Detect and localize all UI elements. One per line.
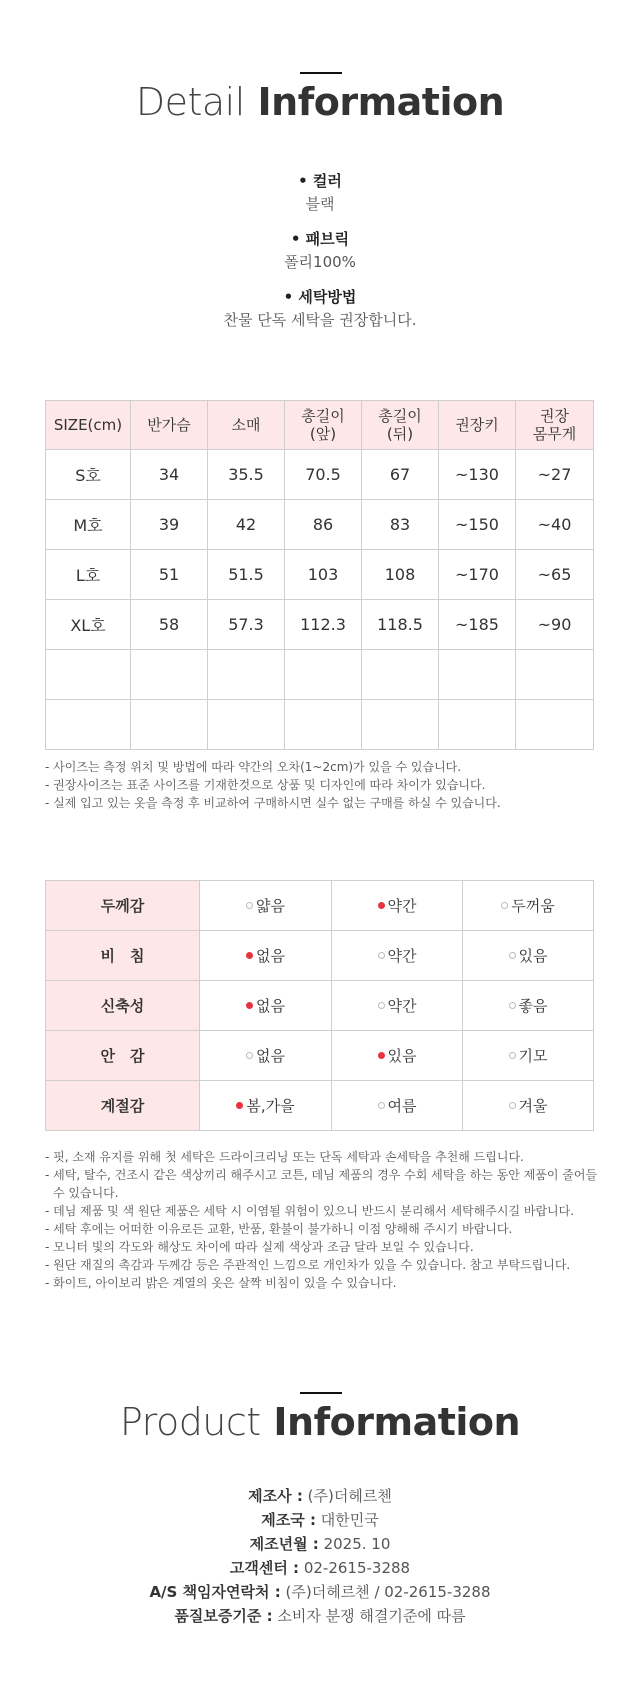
info-value: (주)더헤르첸 / 02-2615-3288 [285, 1583, 491, 1601]
detail-information-title [0, 80, 640, 124]
table-cell: 86 [285, 500, 362, 550]
radio-dot-icon [378, 1002, 385, 1009]
section-divider [300, 72, 342, 74]
feel-option [463, 931, 594, 981]
detail-value: 폴리100% [284, 253, 356, 271]
feel-option [332, 1031, 463, 1081]
option-text: 여름 [387, 1097, 417, 1115]
radio-dot-icon [509, 952, 516, 959]
table-cell [285, 650, 362, 700]
table-cell: 83 [362, 500, 439, 550]
option-text: 기모 [518, 1047, 548, 1065]
care-note: - 세탁, 탈수, 건조시 같은 색상끼리 해주시고 코튼, 데님 제품의 경우 수회 세탁을 하는 동안 제품이 줄어들 수 있습니다. [45, 1168, 598, 1200]
radio-dot-icon [236, 1102, 243, 1109]
info-key: 제조사 : [248, 1487, 303, 1505]
table-cell: ~130 [439, 450, 516, 500]
table-row-empty [46, 700, 594, 750]
info-key: 제조년월 : [249, 1535, 319, 1553]
radio-dot-icon [509, 1052, 516, 1059]
table-cell: 34 [131, 450, 208, 500]
option-text: 약간 [387, 947, 417, 965]
detail-value: 찬물 단독 세탁을 권장합니다. [223, 311, 417, 329]
care-note: - 데님 제품 및 색 원단 제품은 세탁 시 이염될 위험이 있으니 반드시 분리해서 세탁해주시길 바랍니다. [45, 1204, 575, 1218]
info-key: 고객센터 : [229, 1559, 300, 1577]
table-cell [516, 650, 594, 700]
feel-option [332, 931, 463, 981]
care-note: - 화이트, 아이보리 밝은 계열의 옷은 살짝 비침이 있을 수 있습니다. [45, 1276, 397, 1290]
header-sleeve: 소매 [208, 401, 285, 450]
feel-row-sheerness [46, 931, 594, 981]
care-note: - 핏, 소재 유지를 위해 첫 세탁은 드라이크리닝 또는 단독 세탁과 손세탁을 추천해 드립니다. [45, 1150, 524, 1164]
radio-dot-icon [378, 902, 385, 909]
table-cell: XL호 [46, 600, 131, 650]
table-cell [362, 650, 439, 700]
radio-dot-icon [501, 902, 508, 909]
info-value: (주)더헤르첸 [307, 1487, 392, 1505]
feel-row-season [46, 1081, 594, 1131]
table-cell: 70.5 [285, 450, 362, 500]
header-length-back: 총길이 (뒤) [362, 401, 439, 450]
detail-item-fabric [0, 228, 640, 286]
table-row [46, 550, 594, 600]
feel-label: 비 침 [46, 931, 200, 981]
table-cell: 67 [362, 450, 439, 500]
radio-dot-icon [378, 1052, 385, 1059]
info-value: 2025. 10 [323, 1535, 391, 1553]
option-text: 있음 [387, 1047, 417, 1065]
feel-label: 두께감 [46, 881, 200, 931]
option-text: 좋음 [518, 997, 548, 1015]
info-row [0, 1508, 640, 1532]
radio-dot-icon [246, 1052, 253, 1059]
info-row [0, 1532, 640, 1556]
table-cell: 35.5 [208, 450, 285, 500]
detail-item-washing [0, 286, 640, 344]
title-bold-word: Information [273, 1400, 521, 1444]
info-key: 제조국 : [261, 1511, 316, 1529]
detail-label: • 패브릭 [290, 230, 350, 248]
header-length-front: 총길이 (앞) [285, 401, 362, 450]
feel-option [463, 881, 594, 931]
table-cell [208, 650, 285, 700]
info-value: 대한민국 [320, 1511, 379, 1529]
table-cell: ~150 [439, 500, 516, 550]
info-row [0, 1580, 640, 1604]
table-cell [439, 700, 516, 750]
table-cell [362, 700, 439, 750]
info-row [0, 1556, 640, 1580]
feel-label: 계절감 [46, 1081, 200, 1131]
detail-label: • 컬러 [298, 172, 342, 190]
product-information-title [0, 1400, 640, 1444]
table-row [46, 600, 594, 650]
detail-item-color [0, 170, 640, 228]
size-note: - 실제 입고 있는 옷을 측정 후 비교하여 구매하시면 실수 없는 구매를 하실 수 있습니다. [45, 796, 501, 810]
feel-option [332, 1081, 463, 1131]
option-text: 두꺼움 [511, 897, 555, 915]
feel-row-thickness [46, 881, 594, 931]
detail-list [0, 170, 640, 344]
size-notes [45, 758, 605, 812]
feel-option [200, 1081, 332, 1131]
table-cell: ~40 [516, 500, 594, 550]
detail-label: • 세탁방법 [283, 288, 357, 306]
table-row [46, 500, 594, 550]
care-notes [45, 1148, 605, 1292]
care-note: - 세탁 후에는 어떠한 이유로든 교환, 반품, 환불이 불가하니 이점 양해해 주시기 바랍니다. [45, 1222, 513, 1236]
size-note: - 권장사이즈는 표준 사이즈를 기재한것으로 상품 및 디자인에 따라 차이가 있습니다. [45, 778, 486, 792]
table-cell [439, 650, 516, 700]
feel-option [463, 1081, 594, 1131]
header-chest: 반가슴 [131, 401, 208, 450]
feel-table [45, 880, 594, 1131]
header-rec-weight: 권장 몸무게 [516, 401, 594, 450]
table-cell: 108 [362, 550, 439, 600]
table-cell: L호 [46, 550, 131, 600]
table-cell [131, 700, 208, 750]
radio-dot-icon [246, 1002, 253, 1009]
table-cell: 51 [131, 550, 208, 600]
info-row [0, 1604, 640, 1628]
table-cell [285, 700, 362, 750]
table-cell [46, 650, 131, 700]
info-value: 02-2615-3288 [303, 1559, 411, 1577]
table-cell: ~90 [516, 600, 594, 650]
table-cell [516, 700, 594, 750]
radio-dot-icon [378, 1102, 385, 1109]
table-cell: ~27 [516, 450, 594, 500]
title-light-word: Detail [135, 80, 245, 124]
option-text: 약간 [387, 997, 417, 1015]
info-row [0, 1484, 640, 1508]
header-rec-height: 권장키 [439, 401, 516, 450]
table-cell: 42 [208, 500, 285, 550]
care-note: - 원단 재질의 촉감과 두께감 등은 주관적인 느낌으로 개인차가 있을 수 있습니다. 참고 부탁드립니다. [45, 1258, 571, 1272]
table-cell: 39 [131, 500, 208, 550]
table-cell: 112.3 [285, 600, 362, 650]
table-row [46, 450, 594, 500]
table-cell [131, 650, 208, 700]
title-bold-word: Information [257, 80, 505, 124]
option-text: 없음 [256, 1047, 285, 1065]
header-size: SIZE(cm) [46, 401, 131, 450]
detail-value: 블랙 [305, 195, 335, 213]
radio-dot-icon [509, 1002, 516, 1009]
option-text: 약간 [387, 897, 417, 915]
feel-option [200, 881, 332, 931]
info-value: 소비자 분쟁 해결기준에 따름 [277, 1607, 466, 1625]
title-light-word: Product [119, 1400, 261, 1444]
table-cell: ~170 [439, 550, 516, 600]
section-divider [300, 1392, 342, 1394]
option-text: 없음 [256, 947, 285, 965]
size-note: - 사이즈는 측정 위치 및 방법에 따라 약간의 오차(1~2cm)가 있을 수 있습니다. [45, 760, 462, 774]
table-cell: ~65 [516, 550, 594, 600]
radio-dot-icon [509, 1102, 516, 1109]
option-text: 봄,가을 [246, 1097, 295, 1115]
table-cell: 51.5 [208, 550, 285, 600]
feel-row-stretch [46, 981, 594, 1031]
size-table [45, 400, 594, 750]
feel-label: 안 감 [46, 1031, 200, 1081]
feel-label: 신축성 [46, 981, 200, 1031]
table-row-empty [46, 650, 594, 700]
feel-option [200, 981, 332, 1031]
table-cell: S호 [46, 450, 131, 500]
table-cell: 118.5 [362, 600, 439, 650]
feel-option [332, 881, 463, 931]
radio-dot-icon [246, 952, 253, 959]
info-key: 품질보증기준 : [174, 1607, 273, 1625]
table-cell: 58 [131, 600, 208, 650]
table-cell [208, 700, 285, 750]
table-cell: 57.3 [208, 600, 285, 650]
feel-option [463, 1031, 594, 1081]
feel-option [463, 981, 594, 1031]
table-cell: M호 [46, 500, 131, 550]
feel-option [332, 981, 463, 1031]
care-note: - 모니터 빛의 각도와 해상도 차이에 따라 실제 색상과 조금 달라 보일 수 있습니다. [45, 1240, 474, 1254]
feel-option [200, 1031, 332, 1081]
radio-dot-icon [378, 952, 385, 959]
option-text: 얇음 [256, 897, 285, 915]
feel-row-lining [46, 1031, 594, 1081]
table-cell [46, 700, 131, 750]
info-key: A/S 책임자연락처 : [149, 1583, 281, 1601]
size-table-header-row [46, 401, 594, 450]
option-text: 겨울 [518, 1097, 548, 1115]
option-text: 있음 [518, 947, 548, 965]
table-cell: ~185 [439, 600, 516, 650]
option-text: 없음 [256, 997, 285, 1015]
feel-option [200, 931, 332, 981]
product-info-list [0, 1484, 640, 1628]
table-cell: 103 [285, 550, 362, 600]
radio-dot-icon [246, 902, 253, 909]
